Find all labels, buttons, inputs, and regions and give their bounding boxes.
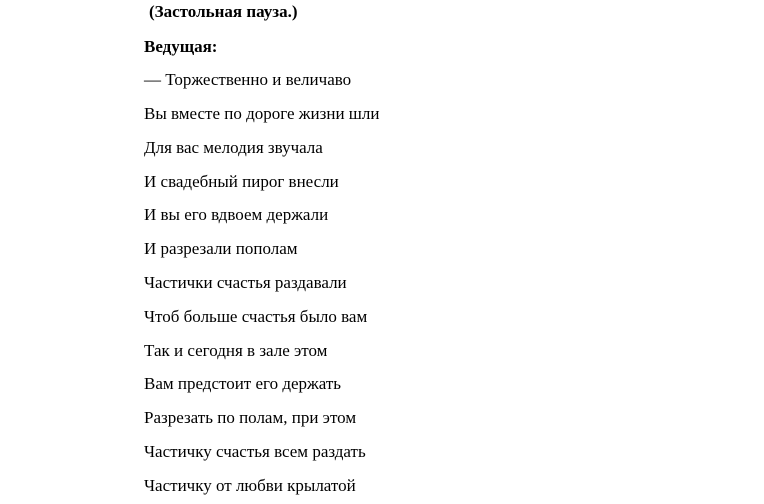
poem-line: Разрезать по полам, при этом — [144, 408, 357, 427]
poem-line: Частичку от любви крылатой — [144, 476, 356, 495]
poem-line: Так и сегодня в зале этом — [144, 341, 328, 360]
poem-line: Частичку счастья всем раздать — [144, 442, 366, 461]
poem-line: И свадебный пирог внесли — [144, 172, 339, 191]
speaker-label: Ведущая: — [144, 37, 218, 56]
poem-line: Для вас мелодия звучала — [144, 138, 323, 157]
poem-line: И разрезали пополам — [144, 239, 298, 258]
poem-line: Чтоб больше счастья было вам — [144, 307, 368, 326]
poem-line: — Торжественно и величаво — [144, 70, 352, 89]
poem-line: Вы вместе по дороге жизни шли — [144, 104, 380, 123]
poem-line: И вы его вдвоем держали — [144, 205, 329, 224]
poem-line: Вам предстоит его держать — [144, 374, 342, 393]
poem-line: Частички счастья раздавали — [144, 273, 347, 292]
stage-direction: (Застольная пауза.) — [149, 2, 298, 21]
